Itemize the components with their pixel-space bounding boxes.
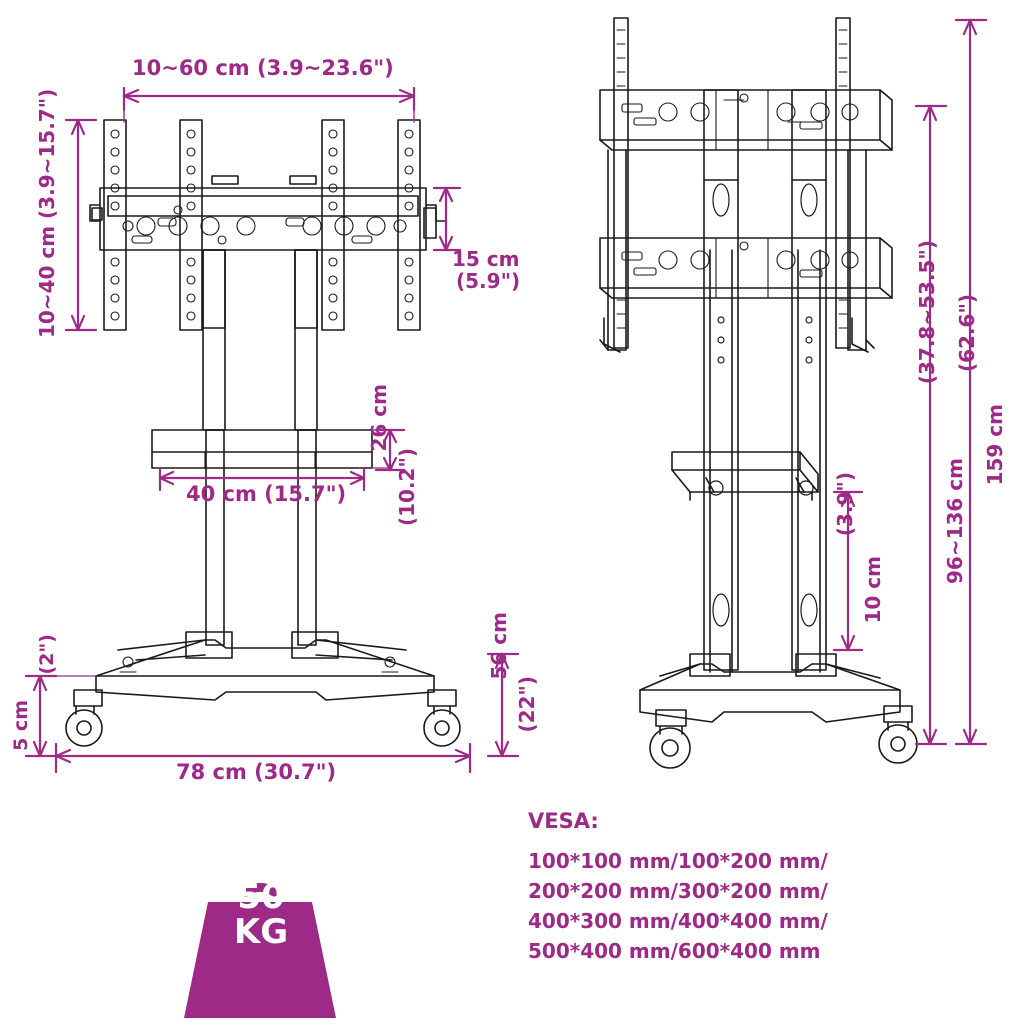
dim-bracket-height-line1: 15 cm	[452, 247, 520, 271]
weight-unit: KG	[233, 911, 289, 952]
dim-base-depth-line1: 56 cm	[487, 612, 511, 680]
dim-base-width: 78 cm (30.7")	[176, 760, 337, 784]
dim-tv-height-range-line2: (37.8~53.5")	[915, 240, 939, 385]
dim-shelf-clearance-line2: (3.9")	[833, 472, 857, 537]
dim-total-height-line2: (62.6")	[955, 294, 979, 373]
weight-value: 50	[237, 877, 285, 917]
vesa-line-2: 200*200 mm/300*200 mm/	[528, 878, 828, 903]
vesa-line-3: 400*300 mm/400*400 mm/	[528, 908, 828, 933]
vesa-title: VESA:	[528, 809, 599, 833]
dim-base-height-line1: 5 cm	[10, 700, 32, 751]
dim-tv-height-range-line1: 96~136 cm	[943, 458, 967, 584]
weight-text	[186, 877, 336, 952]
dim-bracket-height-line2: (5.9")	[456, 269, 521, 293]
dim-mount-height: 10~40 cm (3.9~15.7")	[35, 88, 59, 338]
dim-shelf-depth-line2: (10.2")	[395, 448, 419, 527]
vesa-line-4: 500*400 mm/600*400 mm	[528, 938, 821, 963]
dim-base-height-line2: (2")	[36, 634, 58, 675]
dim-shelf-clearance-line1: 10 cm	[861, 556, 885, 624]
dim-shelf-width: 40 cm (15.7")	[186, 482, 347, 506]
dim-total-height-line1: 159 cm	[983, 404, 1007, 486]
dim-shelf-depth-line1: 26 cm	[367, 384, 391, 452]
dim-mount-width: 10~60 cm (3.9~23.6")	[132, 56, 394, 80]
dim-base-depth-line2: (22")	[515, 676, 539, 733]
vesa-line-1: 100*100 mm/100*200 mm/	[528, 848, 828, 873]
vesa-block	[528, 806, 828, 966]
